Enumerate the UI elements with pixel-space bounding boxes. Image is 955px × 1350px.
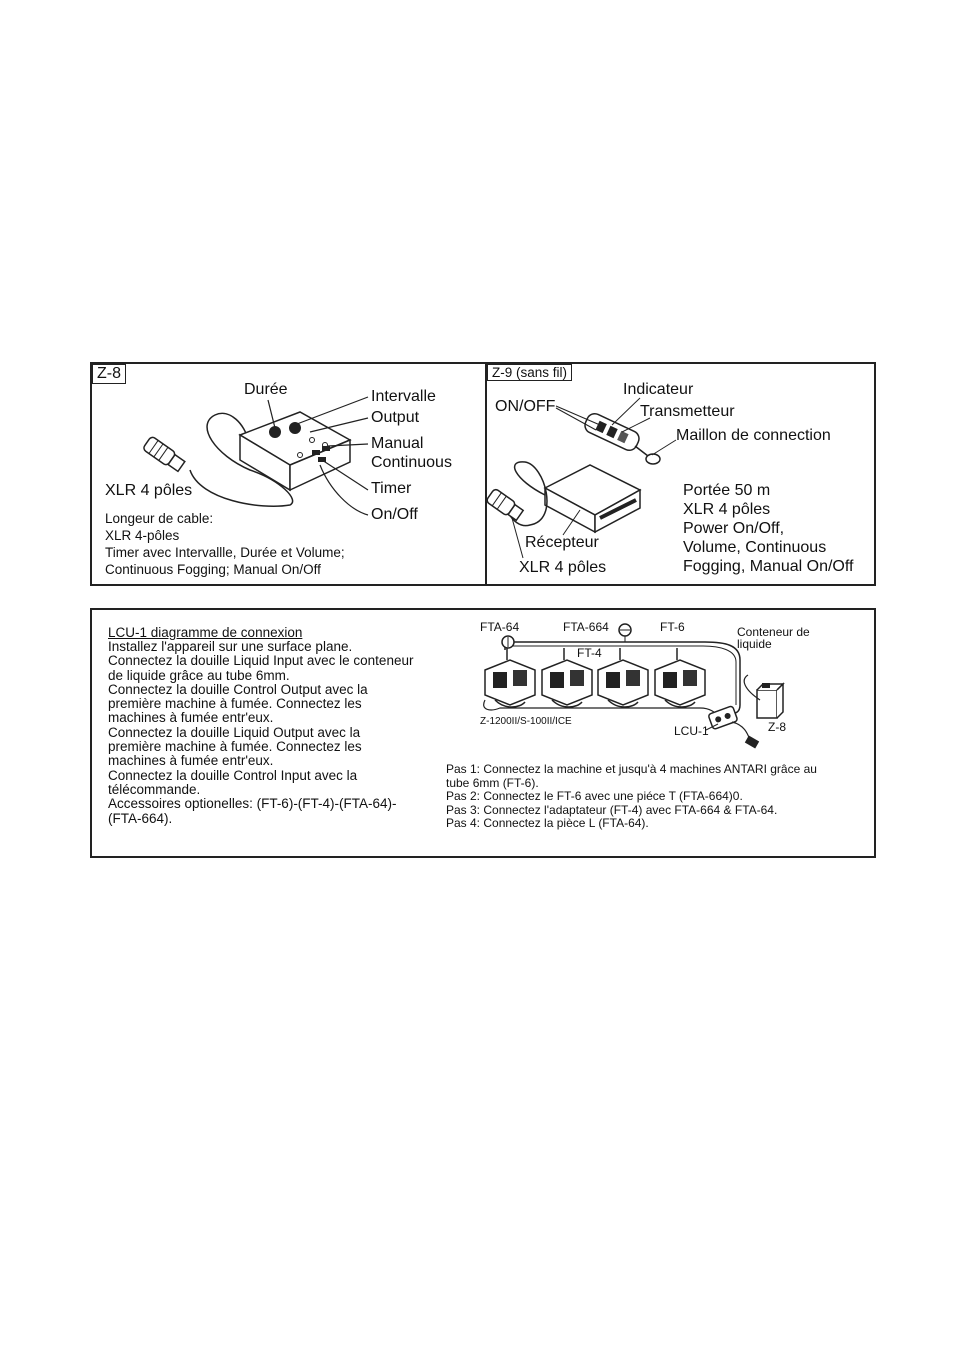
lcu-step-line: Pas 4: Connectez la pièce L (FTA-64). [446,816,649,830]
z8-desc-line: XLR 4-pôles [105,528,180,543]
lcu-instruction-line: Accessoires optionelles: (FT-6)-(FT-4)-(FTA-64)- [108,796,397,812]
diagram-label-models: Z-1200II/S-100II/ICE [480,716,572,727]
lcu-instruction-line: (FTA-664). [108,810,173,826]
z8-label-continuous: Continuous [371,454,452,471]
z9-label-maillon: Maillon de connection [676,427,831,444]
lcu-instruction-line: Connectez la douille Control Input avec la [108,767,358,783]
z8-label-manual: Manual [371,435,424,452]
lcu-instruction-line: Connectez la douille Control Output avec la [108,681,368,697]
z8-desc-line: Continuous Fogging; Manual On/Off [105,562,321,577]
lcu-step-line: Pas 3: Connectez l'adaptateur (FT-4) avec FTA-664 & FTA-64. [446,802,778,817]
z9-label-xlr: XLR 4 pôles [519,559,607,576]
z9-label-onoff: ON/OFF [495,398,556,415]
z8-label-intervalle: Intervalle [371,388,436,405]
lcu-step-line: Pas 2: Connectez le FT-6 avec une piéce T (FTA-664)0. [446,789,743,803]
lcu-instruction-line: machines à fumée entr'eux. [108,710,274,726]
z9-spec-line: Portée 50 m [683,482,771,499]
diagram-label-z8: Z-8 [768,720,786,734]
z9-label-transmetteur: Transmetteur [640,403,735,420]
z8-label-output: Output [371,409,420,426]
z9-label-recepteur: Récepteur [525,534,599,551]
lcu-instruction-line: première machine à fumée. Connectez les [108,696,362,712]
z9-spec-line: Fogging, Manual On/Off [683,558,854,575]
z8-label-duree: Durée [244,381,288,398]
z8-label-xlr: XLR 4 pôles [105,482,193,499]
conteneur-line: liquide [737,637,772,651]
z9-tag: Z-9 (sans fil) [487,364,572,381]
lcu-steps [446,763,817,831]
diagram-label-ft4: FT-4 [577,646,602,660]
lcu-instruction-line: télécommande. [108,781,201,797]
diagram-label-fta664: FTA-664 [563,620,609,634]
lcu-instruction-line: Installez l'appareil sur une surface plane. [108,639,353,654]
diagram-label-fta64: FTA-64 [480,620,520,634]
lcu-instruction-line: première machine à fumée. Connectez les [108,739,362,755]
lcu-instruction-line: Connectez la douille Liquid Output avec la [108,724,361,740]
lcu-step-line: Pas 1: Connectez la machine et jusqu'à 4 machines ANTARI grâce au [446,762,817,776]
z8-desc-line: Timer avec Intervallle, Durée et Volume; [105,545,345,560]
z8-label-onoff: On/Off [371,506,418,523]
z8-label-timer: Timer [371,480,412,497]
diagram-label-lcu1: LCU-1 [674,724,709,738]
lcu-instruction-line: Connectez la douille Liquid Input avec le conteneur [108,653,414,669]
diagram-label-conteneur [737,626,810,650]
conteneur-line: Conteneur de [737,625,810,639]
z8-desc-line: Longeur de cable: [105,511,214,526]
lcu-title: LCU-1 diagramme de connexion [108,625,303,640]
z9-spec-line: Volume, Continuous [683,539,827,556]
z9-label-indicateur: Indicateur [623,381,694,398]
z9-spec-line: XLR 4 pôles [683,501,771,518]
z9-spec-line: Power On/Off, [683,520,785,537]
z8-tag: Z-8 [92,364,126,384]
lcu-instruction-line: machines à fumée entr'eux. [108,753,274,769]
diagram-label-ft6: FT-6 [660,620,685,634]
lcu-instruction-line: de liquide grâce au tube 6mm. [108,667,290,683]
lcu-step-line: tube 6mm (FT-6). [446,775,539,790]
